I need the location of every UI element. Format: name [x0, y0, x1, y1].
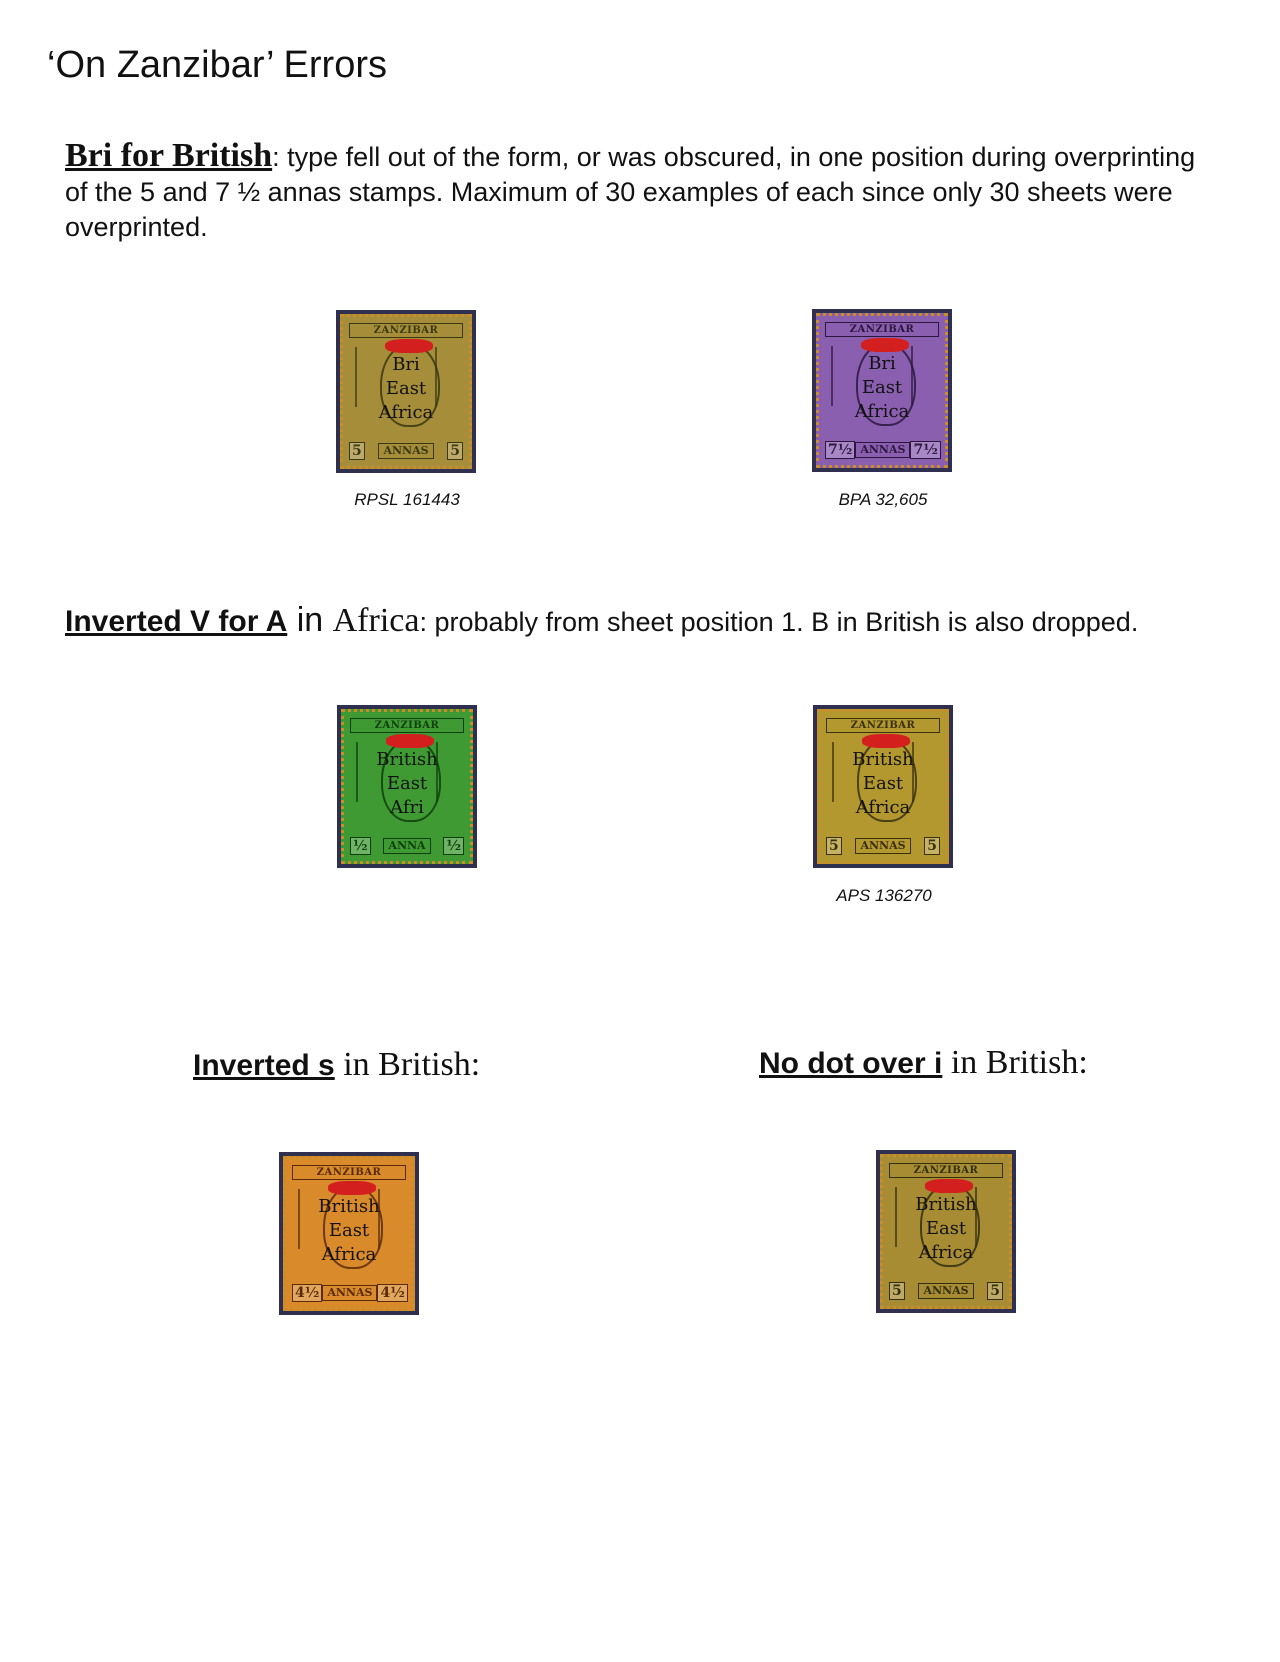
section-body: : type fell out of the form, or was obscured, in one position during overprinting of the 5 and 7 ½ annas stamps. Maximum of 30 examples of each since only 30 sheets were overprinted. — [65, 142, 1196, 242]
denomination-word: ANNAS — [855, 838, 910, 854]
denomination-value: 5 — [924, 837, 940, 855]
stamp-overprint — [830, 748, 936, 820]
overprint-line: East — [328, 1220, 370, 1241]
denomination-value: 7½ — [825, 441, 855, 459]
denomination-word: ANNAS — [855, 442, 910, 458]
denomination-word: ANNAS — [378, 443, 433, 459]
denomination-value: 5 — [889, 1282, 905, 1300]
denomination-value: 5 — [447, 442, 463, 460]
denomination-value: ½ — [443, 837, 464, 855]
red-flag-icon — [328, 1181, 376, 1195]
red-flag-icon — [386, 734, 434, 748]
stamp-country-name: ZANZIBAR — [889, 1163, 1003, 1178]
stamp-caption: BPA 32,605 — [838, 490, 928, 509]
overprint-line: East — [925, 1218, 967, 1239]
stamp-value-tablet — [349, 442, 463, 460]
overprint-line: Africa — [321, 1244, 377, 1265]
denomination-value: 7½ — [910, 441, 940, 459]
stamp-country-name: ZANZIBAR — [292, 1165, 406, 1180]
stamp-5-annas-no-dot — [876, 1150, 1016, 1313]
stamp-design — [816, 313, 948, 468]
section-in-word: in — [287, 601, 333, 639]
section-suffix: in British: — [942, 1044, 1088, 1081]
stamp-overprint — [296, 1195, 402, 1267]
stamp-design — [817, 709, 949, 864]
stamp-value-tablet — [292, 1284, 406, 1302]
section-bri-for-british — [65, 138, 1215, 245]
stamp-overprint — [354, 748, 460, 820]
section-heading: No dot over i — [759, 1047, 943, 1080]
overprint-line: East — [386, 773, 428, 794]
denomination-value: ½ — [350, 837, 371, 855]
stamp-value-tablet — [825, 441, 939, 459]
denomination-value: 5 — [826, 837, 842, 855]
overprint-line: Bri — [868, 353, 896, 374]
section-inverted-v — [65, 603, 1215, 640]
stamp-7-half-annas-bri — [812, 309, 952, 472]
overprint-line: Bri — [392, 354, 420, 375]
section-inverted-s — [193, 1045, 480, 1084]
red-flag-icon — [385, 339, 433, 353]
stamp-value-tablet — [350, 837, 464, 855]
section-suffix: in British: — [334, 1046, 481, 1083]
overprint-line: Africa — [854, 401, 910, 422]
stamp-overprint — [353, 353, 459, 425]
stamp-design — [341, 709, 473, 864]
overprint-line: Afri — [390, 797, 424, 818]
stamp-country-name: ZANZIBAR — [350, 718, 464, 733]
stamp-overprint — [893, 1193, 999, 1265]
page-title: ‘On Zanzibar’ Errors — [47, 44, 387, 86]
denomination-value: 4½ — [377, 1284, 407, 1302]
overprint-line: British — [318, 1196, 380, 1217]
overprint-line: East — [862, 773, 904, 794]
stamp-overprint — [829, 352, 935, 424]
stamp-design — [283, 1156, 415, 1311]
stamp-country-name: ZANZIBAR — [825, 322, 939, 337]
overprint-line: British — [915, 1194, 977, 1215]
overprint-line: Africa — [855, 797, 911, 818]
stamp-4-half-annas-inverted-s — [279, 1152, 419, 1315]
overprint-line: East — [385, 378, 427, 399]
stamp-half-anna-inverted-v — [337, 705, 477, 868]
overprint-line: British — [376, 749, 438, 770]
overprint-line: British — [852, 749, 914, 770]
stamp-design — [340, 314, 472, 469]
denomination-word: ANNAS — [918, 1283, 973, 1299]
denomination-value: 4½ — [292, 1284, 322, 1302]
overprint-line: Africa — [918, 1242, 974, 1263]
denomination-value: 5 — [349, 442, 365, 460]
stamp-value-tablet — [826, 837, 940, 855]
section-body: : probably from sheet position 1. B in British is also dropped. — [419, 607, 1139, 637]
stamp-country-name: ZANZIBAR — [349, 323, 463, 338]
red-flag-icon — [861, 338, 909, 352]
overprint-line: East — [861, 377, 903, 398]
section-heading: Bri for British — [65, 137, 273, 174]
section-no-dot-over-i — [759, 1043, 1088, 1082]
stamp-caption: APS 136270 — [836, 886, 932, 905]
denomination-word: ANNAS — [322, 1285, 377, 1301]
stamp-value-tablet — [889, 1282, 1003, 1300]
denomination-word: ANNA — [383, 838, 430, 854]
stamp-5-annas-bri — [336, 310, 476, 473]
red-flag-icon — [862, 734, 910, 748]
stamp-caption: RPSL 161443 — [354, 490, 460, 509]
stamp-design — [880, 1154, 1012, 1309]
section-heading: Inverted V for A — [65, 605, 288, 638]
overprint-line: Africa — [378, 402, 434, 423]
section-target-word: Africa — [332, 602, 420, 639]
section-heading: Inverted s — [193, 1049, 335, 1082]
stamp-country-name: ZANZIBAR — [826, 718, 940, 733]
red-flag-icon — [925, 1179, 973, 1193]
stamp-5-annas-comparison — [813, 705, 953, 868]
denomination-value: 5 — [987, 1282, 1003, 1300]
